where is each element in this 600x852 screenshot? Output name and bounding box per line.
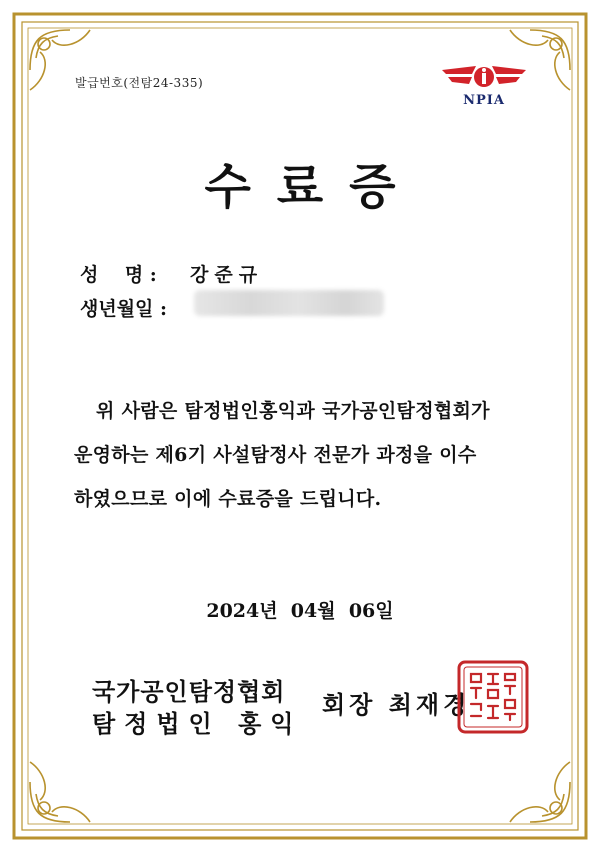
name-value: 강준규 (190, 264, 264, 286)
issuer-organization-1: 국가공인탐정협회 (92, 677, 286, 706)
body-text-line-2: 운영하는 제6기 사설탐정사 전문가 과정을 이수 (74, 444, 477, 466)
body-text-line-3: 하였으므로 이에 수료증을 드립니다. (74, 488, 382, 510)
official-seal-icon (457, 660, 529, 734)
winged-logo-icon (438, 60, 530, 96)
certificate-title: 수료증 (204, 159, 422, 215)
birthdate-redacted (194, 290, 384, 316)
body-text-line-1: 위 사람은 탐정법인홍익과 국가공인탐정협회가 (96, 400, 490, 422)
birthdate-label: 생년월일 : (80, 298, 168, 320)
name-label: 성 명 : (80, 264, 157, 286)
chairman-signature: 회장 최재경 (322, 690, 471, 719)
issuer-organization-2: 탐정법인 홍익 (92, 709, 303, 738)
npia-logo (438, 60, 530, 112)
issue-date: 2024년 04월 06일 (206, 600, 394, 622)
issue-number: 발급번호(전탐24-335) (75, 76, 204, 90)
logo-text: NPIA (463, 93, 505, 108)
